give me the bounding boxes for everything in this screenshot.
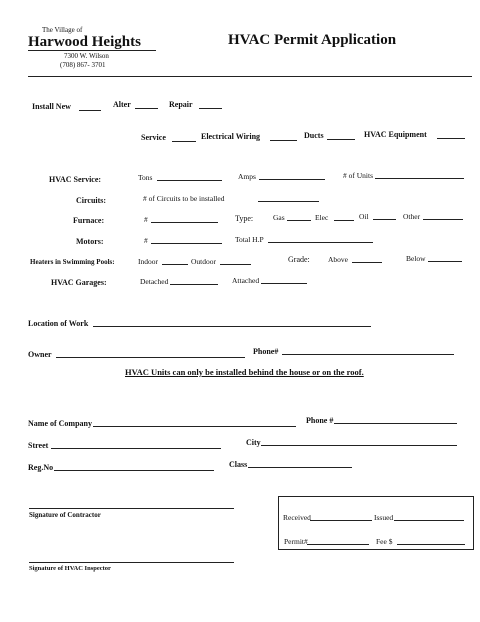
inspector-signature-label: Signature of HVAC Inspector — [29, 565, 111, 572]
owner-phone-field[interactable] — [282, 345, 454, 355]
street-field[interactable] — [51, 439, 221, 449]
tons-label: Tons — [138, 173, 153, 182]
issued-label: Issued — [374, 513, 394, 522]
owner-phone-label: Phone# — [253, 347, 279, 356]
city-field[interactable] — [261, 436, 457, 446]
circuits-label: Circuits: — [76, 196, 107, 205]
alter-field[interactable] — [135, 99, 158, 109]
motors-label: Motors: — [76, 237, 104, 246]
furnace-label: Furnace: — [73, 216, 105, 225]
village-name-underline — [28, 50, 156, 51]
indoor-field[interactable] — [162, 255, 188, 265]
elec-field[interactable] — [334, 211, 354, 221]
company-phone-label: Phone # — [306, 416, 334, 425]
hvac-equipment-field[interactable] — [437, 129, 465, 139]
contractor-signature-line[interactable] — [29, 508, 234, 509]
install-new-label: Install New — [32, 102, 71, 111]
street-label: Street — [28, 441, 49, 450]
class-field[interactable] — [248, 458, 352, 468]
motors-num-field[interactable] — [151, 234, 222, 244]
electrical-wiring-label: Electrical Wiring — [201, 132, 261, 141]
location-label: Location of Work — [28, 319, 89, 328]
amps-label: Amps — [238, 172, 256, 181]
city-label: City — [246, 438, 261, 447]
attached-label: Attached — [232, 276, 260, 285]
heaters-label: Heaters in Swimming Pools: — [30, 258, 115, 266]
service-label: Service — [141, 133, 166, 142]
owner-label: Owner — [28, 350, 52, 359]
company-name-label: Name of Company — [28, 419, 92, 428]
other-label: Other — [403, 212, 421, 221]
ducts-label: Ducts — [304, 131, 324, 140]
attached-field[interactable] — [261, 274, 307, 284]
furnace-type-label: Type: — [235, 214, 254, 223]
alter-label: Alter — [113, 100, 131, 109]
hvac-equipment-label: HVAC Equipment — [364, 130, 427, 139]
motors-num-label: # — [144, 236, 148, 245]
received-label: Received — [283, 513, 311, 522]
oil-field[interactable] — [373, 210, 396, 220]
location-field[interactable] — [93, 317, 371, 327]
reg-no-label: Reg.No — [28, 463, 54, 472]
service-field[interactable] — [172, 132, 196, 142]
below-label: Below — [406, 254, 426, 263]
detached-label: Detached — [140, 277, 169, 286]
reg-no-field[interactable] — [54, 461, 214, 471]
company-name-field[interactable] — [93, 417, 296, 427]
above-label: Above — [328, 255, 348, 264]
owner-field[interactable] — [56, 348, 245, 358]
oil-label: Oil — [359, 212, 369, 221]
outdoor-label: Outdoor — [191, 257, 216, 266]
circuits-count-field[interactable] — [258, 192, 319, 202]
electrical-wiring-field[interactable] — [270, 131, 297, 141]
village-of-text: The Village of — [42, 26, 83, 34]
circuits-count-label: # of Circuits to be installed — [143, 194, 225, 203]
permit-label: Permit# — [284, 537, 308, 546]
fee-label: Fee $ — [376, 537, 393, 546]
below-field[interactable] — [428, 252, 462, 262]
village-address: 7300 W. Wilson — [64, 52, 109, 60]
page-title: HVAC Permit Application — [228, 32, 397, 48]
company-phone-field[interactable] — [334, 414, 457, 424]
indoor-label: Indoor — [138, 257, 158, 266]
detached-field[interactable] — [170, 275, 218, 285]
repair-label: Repair — [169, 100, 193, 109]
installation-notice: HVAC Units can only be installed behind the house or on the roof. — [125, 367, 364, 377]
outdoor-field[interactable] — [220, 255, 251, 265]
gas-field[interactable] — [287, 211, 311, 221]
above-field[interactable] — [352, 253, 382, 263]
units-field[interactable] — [375, 169, 464, 179]
total-hp-label: Total H.P — [235, 235, 264, 244]
class-label: Class — [229, 460, 248, 469]
tons-field[interactable] — [157, 171, 222, 181]
permit-field[interactable] — [307, 535, 369, 545]
gas-label: Gas — [273, 213, 285, 222]
header-divider — [28, 76, 472, 77]
inspector-signature-line[interactable] — [29, 562, 234, 563]
issued-field[interactable] — [394, 511, 464, 521]
amps-field[interactable] — [259, 170, 325, 180]
furnace-num-label: # — [144, 215, 148, 224]
units-label: # of Units — [343, 171, 373, 180]
fee-field[interactable] — [397, 535, 465, 545]
total-hp-field[interactable] — [268, 233, 373, 243]
elec-label: Elec — [315, 213, 329, 222]
furnace-num-field[interactable] — [151, 213, 218, 223]
install-new-field[interactable] — [79, 101, 101, 111]
grade-label: Grade: — [288, 255, 310, 264]
village-phone: (708) 867- 3701 — [60, 61, 106, 69]
repair-field[interactable] — [199, 99, 222, 109]
hvac-service-label: HVAC Service: — [49, 175, 102, 184]
garages-label: HVAC Garages: — [51, 278, 107, 287]
other-field[interactable] — [423, 210, 463, 220]
village-name: Harwood Heights — [28, 34, 141, 50]
ducts-field[interactable] — [327, 130, 355, 140]
contractor-signature-label: Signature of Contractor — [29, 511, 101, 519]
received-field[interactable] — [310, 511, 372, 521]
